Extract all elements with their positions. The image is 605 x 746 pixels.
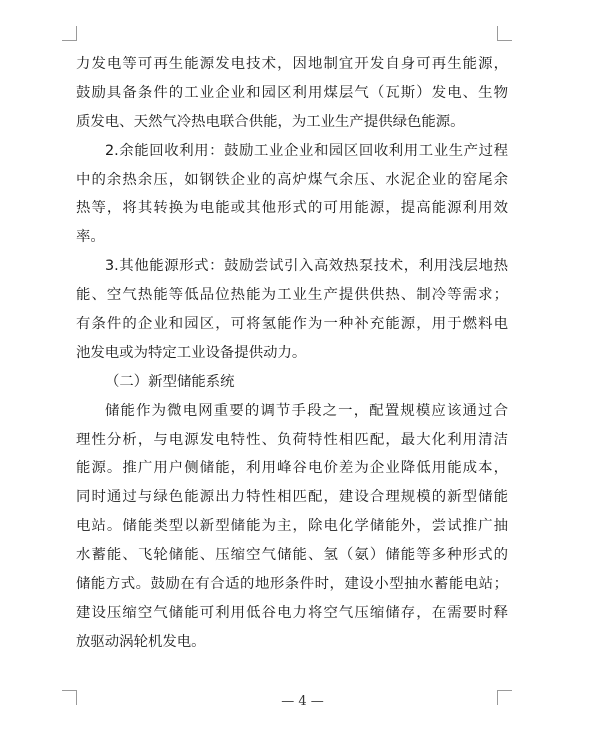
text-line: 质发电、天然气冷热电联合供能，为工业生产提供绿色能源。 [76,113,465,130]
text-line: 同时通过与绿色能源出力特性相匹配，建设合理规模的新型储能 [76,489,508,506]
text-line: 放驱动涡轮机发电。 [76,633,206,650]
text-line: 储能作为微电网重要的调节手段之一，配置规模应该通过合 [105,402,508,419]
text-line: 储能方式。鼓励在有合适的地形条件时，建设小型抽水蓄能电站； [76,576,508,593]
crop-mark-top-right [497,26,512,41]
page-body [76,50,508,657]
text-line: 有条件的企业和园区，可将氢能作为一种补充能源，用于燃料电 [76,316,508,333]
text-line: 2.余能回收利用：鼓励工业企业和园区回收利用工业生产过程 [105,142,508,159]
text-line: 3.其他能源形式：鼓励尝试引入高效热泵技术，利用浅层地热 [105,258,508,275]
text-line: 电站。储能类型以新型储能为主，除电化学储能外，尝试推广抽 [76,518,508,535]
text-line: 能源。推广用户侧储能，利用峰谷电价差为企业降低用能成本， [76,460,508,477]
text-line: 理性分析，与电源发电特性、负荷特性相匹配，最大化利用清洁 [76,431,508,448]
text-line: 中的余热余压，如钢铁企业的高炉煤气余压、水泥企业的窑尾余 [76,171,508,188]
text-line: 率。 [76,229,105,246]
text-line: 建设压缩空气储能可利用低谷电力将空气压缩储存，在需要时释 [76,604,508,621]
paragraph-waste-energy [76,137,508,253]
text-line: 力发电等可再生能源发电技术，因地制宜开发自身可再生能源， [76,56,508,72]
text-line: 热等，将其转换为电能或其他形式的可用能源，提高能源利用效 [76,200,508,217]
page-number: — 4 — [281,694,324,709]
paragraph-renewable-continued [76,50,508,137]
text-line: 能、空气热能等低品位热能为工业生产提供供热、制冷等需求； [76,287,508,304]
text-line: 水蓄能、飞轮储能、压缩空气储能、氢（氨）储能等多种形式的 [76,547,508,564]
paragraph-energy-storage [76,397,508,657]
paragraph-other-energy [76,252,508,368]
text-line: 鼓励具备条件的工业企业和园区利用煤层气（瓦斯）发电、生物 [76,84,508,101]
section-heading [76,368,508,397]
crop-mark-top-left [62,26,77,41]
text-line: 池发电或为特定工业设备提供动力。 [76,344,307,361]
heading-text: （二）新型储能系统 [105,373,235,390]
